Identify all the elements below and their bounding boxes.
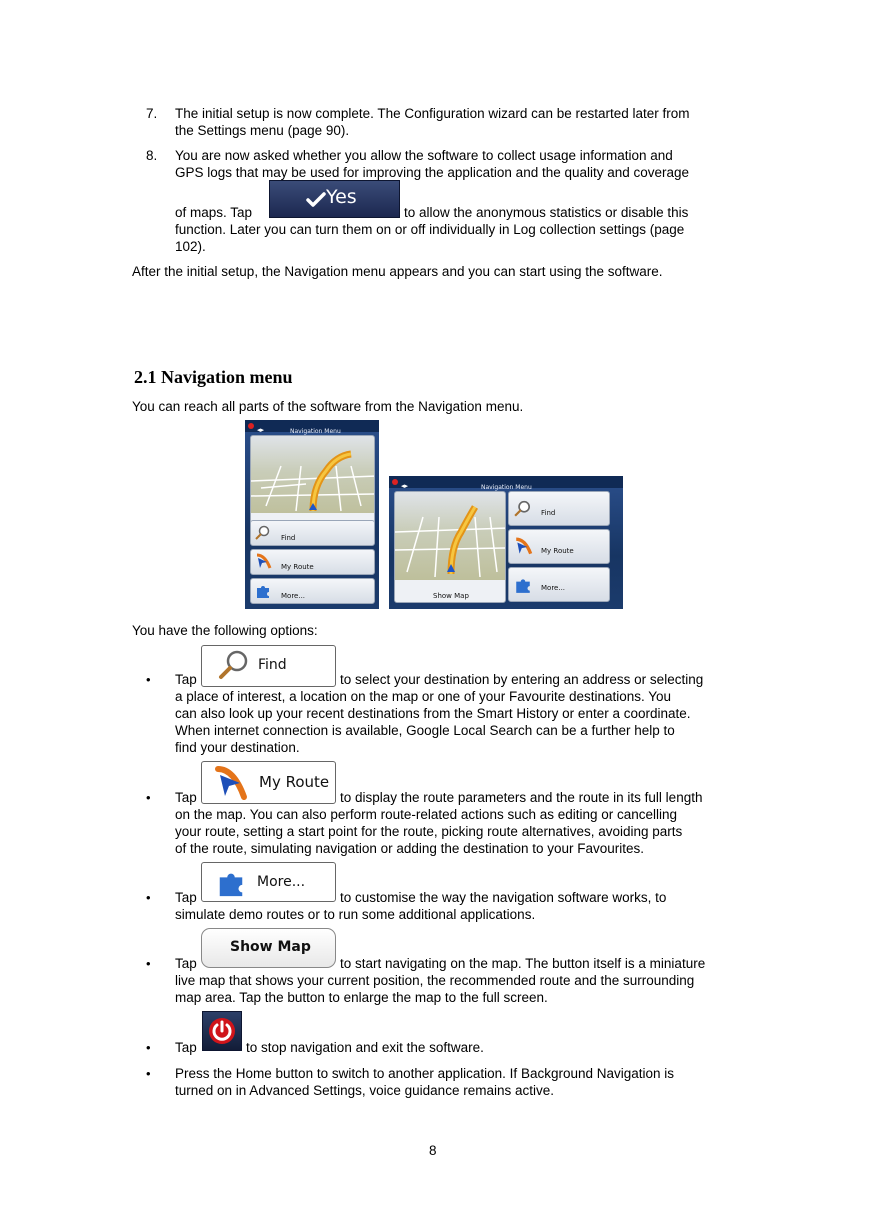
- find-button[interactable]: [201, 645, 336, 687]
- bullet-6-line-2: turned on in Advanced Settings, voice guidance remains active.: [175, 1083, 554, 1098]
- bullet-marker: •: [146, 890, 151, 905]
- step-8-line-3-pre: of maps. Tap: [175, 205, 253, 220]
- yes-button-label: Yes: [326, 186, 357, 208]
- route-arrow-icon: [214, 765, 250, 801]
- yes-button[interactable]: [269, 180, 400, 218]
- magnifier-icon: [255, 525, 271, 541]
- screen-title: Navigation Menu: [290, 428, 341, 435]
- my-route-button[interactable]: [201, 761, 336, 804]
- bullet-1-line-2: a place of interest, a location on the map or one of your Favourite destinations. You: [175, 689, 672, 704]
- more-tile: [508, 567, 610, 602]
- route-arrow-icon: [514, 537, 534, 557]
- section-heading: 2.1 Navigation menu: [134, 367, 293, 387]
- bullet-marker: •: [146, 956, 151, 971]
- step-7-line-1: The initial setup is now complete. The Configuration wizard can be restarted later from: [175, 106, 690, 121]
- more-tile: [250, 578, 375, 604]
- find-label: Find: [541, 509, 556, 517]
- step-7-line-2: the Settings menu (page 90).: [175, 123, 350, 138]
- checkmark-icon: [306, 192, 326, 208]
- step-8-line-3-post: to allow the anonymous statistics or disable this: [404, 205, 689, 220]
- bullet-4-line-2: live map that shows your current position, the recommended route and the surrounding: [175, 973, 695, 988]
- navigation-menu-landscape-screenshot: [389, 476, 623, 609]
- find-label: Find: [281, 534, 296, 542]
- bullet-6-line-1: Press the Home button to switch to another application. If Background Navigation is: [175, 1066, 675, 1081]
- power-button[interactable]: [202, 1011, 242, 1051]
- bullet-4-tap: Tap: [175, 956, 197, 971]
- options-intro: You have the following options:: [132, 623, 318, 638]
- magnifier-icon: [218, 649, 250, 681]
- magnifier-icon: [514, 500, 532, 518]
- puzzle-icon: [514, 576, 532, 594]
- power-icon: [392, 479, 398, 485]
- bullet-1-line-3: can also look up your recent destinations from the Smart History or enter a coordinate.: [175, 706, 691, 721]
- bullet-2-line-4: of the route, simulating navigation or adding the destination to your Favourites.: [175, 841, 645, 856]
- bullet-marker: •: [146, 790, 151, 805]
- bullet-1-line-1: to select your destination by entering an address or selecting: [340, 672, 704, 687]
- bullet-1-line-5: find your destination.: [175, 740, 300, 755]
- puzzle-icon: [255, 583, 271, 599]
- bullet-2-line-3: your route, setting a start point for the route, picking route alternatives, avoiding parts: [175, 824, 683, 839]
- map-preview: [395, 492, 506, 603]
- bullet-1-tap: Tap: [175, 672, 197, 687]
- more-label: More...: [541, 584, 566, 592]
- bullet-marker: •: [146, 672, 151, 687]
- bullet-2-line-1: to display the route parameters and the route in its full length: [340, 790, 703, 805]
- step-8-line-4: function. Later you can turn them on or off individually in Log collection settings (page: [175, 222, 685, 237]
- my-route-label: My Route: [281, 563, 314, 571]
- show-map-button[interactable]: [201, 928, 336, 968]
- screen-title: Navigation Menu: [481, 484, 532, 491]
- navigation-menu-portrait-screenshot: [245, 420, 379, 609]
- puzzle-icon: [216, 868, 246, 898]
- bullet-marker: •: [146, 1040, 151, 1055]
- more-label: More...: [281, 592, 306, 600]
- back-icon: ◂▸: [401, 483, 409, 490]
- show-map-button-label: Show Map: [230, 939, 311, 955]
- show-map-tile: [394, 491, 506, 603]
- bullet-3-tap: Tap: [175, 890, 197, 905]
- my-route-button-label: My Route: [259, 773, 330, 791]
- bullet-2-tap: Tap: [175, 790, 197, 805]
- bullet-3-line-2: simulate demo routes or to run some additional applications.: [175, 907, 536, 922]
- bullet-5-line-1: to stop navigation and exit the software.: [246, 1040, 484, 1055]
- step-8-number: 8.: [146, 148, 158, 163]
- more-button-label: More...: [257, 874, 306, 890]
- step-8-line-1: You are now asked whether you allow the software to collect usage information and: [175, 148, 673, 163]
- power-icon: [248, 423, 254, 429]
- bullet-4-line-1: to start navigating on the map. The button itself is a miniature: [340, 956, 706, 971]
- bullet-5-tap: Tap: [175, 1040, 197, 1055]
- more-button[interactable]: [201, 862, 336, 902]
- show-map-label: Show Map: [433, 592, 469, 600]
- bullet-3-line-1: to customise the way the navigation software works, to: [340, 890, 667, 905]
- section-intro: You can reach all parts of the software from the Navigation menu.: [132, 399, 524, 414]
- bullet-2-line-2: on the map. You can also perform route-related actions such as editing or cancelling: [175, 807, 678, 822]
- find-tile: [508, 491, 610, 526]
- back-icon: ◂▸: [257, 427, 265, 434]
- page-number: 8: [429, 1143, 437, 1158]
- step-8-line-5: 102).: [175, 239, 206, 254]
- bullet-1-line-4: When internet connection is available, Google Local Search can be a further help to: [175, 723, 675, 738]
- find-tile: [250, 520, 375, 546]
- my-route-tile: [250, 549, 375, 575]
- step-8-line-2: GPS logs that may be used for improving the application and the quality and coverage: [175, 165, 690, 180]
- bullet-marker: •: [146, 1066, 151, 1081]
- my-route-tile: [508, 529, 610, 564]
- bullet-4-line-3: map area. Tap the button to enlarge the map to the full screen.: [175, 990, 548, 1005]
- route-arrow-icon: [255, 553, 273, 571]
- step-7-number: 7.: [146, 106, 158, 121]
- power-icon: [207, 1016, 237, 1046]
- find-button-label: Find: [258, 657, 287, 673]
- my-route-label: My Route: [541, 547, 574, 555]
- after-setup-text: After the initial setup, the Navigation menu appears and you can start using the software.: [132, 264, 663, 279]
